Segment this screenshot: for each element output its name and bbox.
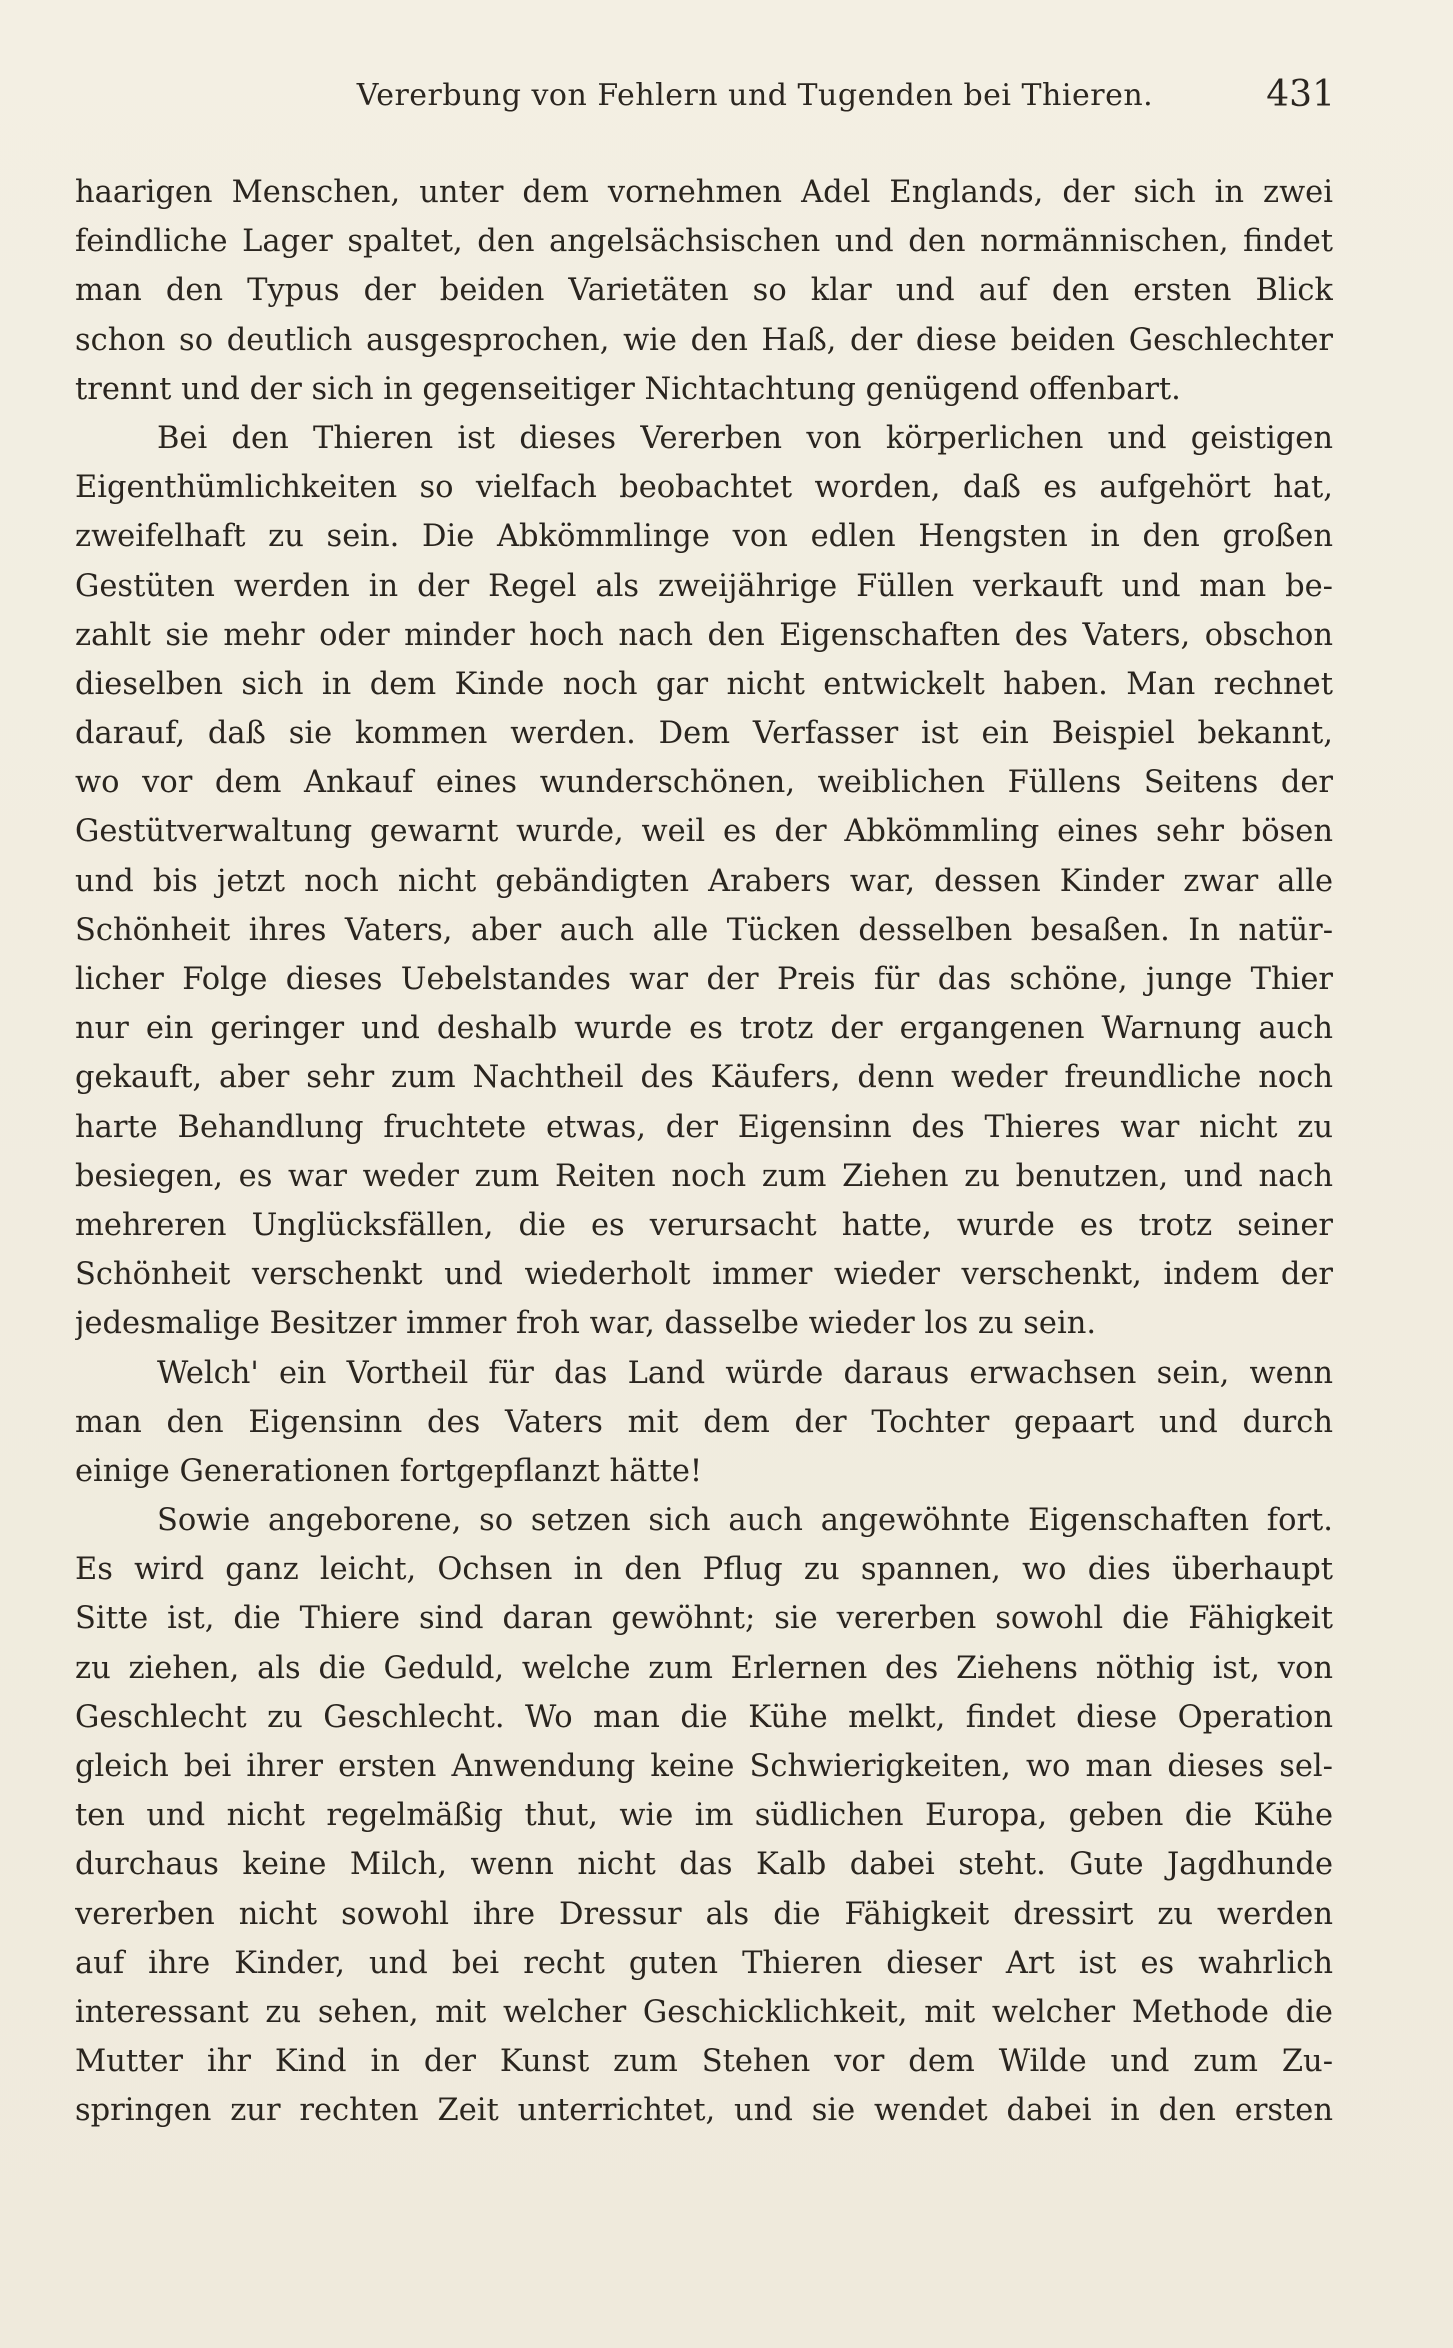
text-line: gekauft, aber sehr zum Nachtheil des Käufers, denn weder freundliche noch — [75, 1060, 1333, 1096]
text-line: durchaus keine Milch, wenn nicht das Kalb dabei steht. Gute Jagdhunde — [75, 1847, 1333, 1883]
text-line: vererben nicht sowohl ihre Dressur als die Fähigkeit dressirt zu werden — [75, 1896, 1333, 1932]
text-line: man den Typus der beiden Varietäten so klar und auf den ersten Blick — [75, 273, 1333, 309]
text-line: ten und nicht regelmäßig thut, wie im südlichen Europa, geben die Kühe — [75, 1798, 1333, 1834]
text-line: auf ihre Kinder, und bei recht guten Thieren dieser Art ist es wahrlich — [75, 1945, 1333, 1981]
text-line: wo vor dem Ankauf eines wunderschönen, weiblichen Füllens Seitens der — [75, 765, 1333, 801]
text-line: haarigen Menschen, unter dem vornehmen Adel Englands, der sich in zwei — [75, 175, 1333, 210]
text-line: jedesmalige Besitzer immer froh war, dasselbe wieder los zu sein. — [75, 1306, 1097, 1342]
text-line: einige Generationen fortgepflanzt hätte! — [75, 1453, 703, 1489]
text-line: springen zur rechten Zeit unterrichtet, und sie wendet dabei in den ersten — [75, 2093, 1333, 2129]
text-line: trennt und der sich in gegenseitiger Nichtachtung genügend offenbart. — [75, 371, 1181, 407]
text-line: zu ziehen, als die Geduld, welche zum Erlernen des Ziehens nöthig ist, von — [75, 1650, 1333, 1686]
text-line: darauf, daß sie kommen werden. Dem Verfasser ist ein Beispiel bekannt, — [75, 716, 1333, 752]
text-line: harte Behandlung fruchtete etwas, der Eigensinn des Thieres war nicht zu — [75, 1109, 1333, 1145]
text-line: mehreren Unglücksfällen, die es verursacht hatte, wurde es trotz seiner — [75, 1207, 1333, 1243]
text-line: zahlt sie mehr oder minder hoch nach den Eigenschaften des Vaters, obschon — [75, 617, 1333, 653]
text-line: Es wird ganz leicht, Ochsen in den Pflug zu spannen, wo dies überhaupt — [75, 1552, 1333, 1588]
text-line: besiegen, es war weder zum Reiten noch zum Ziehen zu benutzen, und nach — [75, 1158, 1333, 1194]
running-title: Vererbung von Fehlern und Tugenden bei Thieren. — [356, 78, 1154, 113]
text-line: nur ein geringer und deshalb wurde es trotz der ergangenen Warnung auch — [75, 1011, 1333, 1047]
text-line: Mutter ihr Kind in der Kunst zum Stehen vor dem Wilde und zum Zu- — [75, 2044, 1333, 2080]
text-line: licher Folge dieses Uebelstandes war der Preis für das schöne, junge Thier — [75, 962, 1333, 997]
text-line: Sowie angeborene, so setzen sich auch angewöhnte Eigenschaften fort. — [157, 1503, 1333, 1539]
text-line: Eigenthümlichkeiten so vielfach beobachtet worden, daß es aufgehört hat, — [75, 470, 1333, 506]
text-line: man den Eigensinn des Vaters mit dem der Tochter gepaart und durch — [75, 1404, 1333, 1440]
text-line: Schönheit ihres Vaters, aber auch alle Tücken desselben besaßen. In natür- — [75, 912, 1333, 948]
text-line: Gestütverwaltung gewarnt wurde, weil es der Abkömmling eines sehr bösen — [75, 814, 1333, 850]
text-line: Geschlecht zu Geschlecht. Wo man die Kühe melkt, findet diese Operation — [75, 1699, 1333, 1735]
text-line: interessant zu sehen, mit welcher Geschicklichkeit, mit welcher Methode die — [75, 1994, 1333, 2030]
body-text — [75, 168, 1333, 2136]
text-line: Welch' ein Vortheil für das Land würde daraus erwachsen sein, wenn — [157, 1355, 1333, 1391]
text-line: dieselben sich in dem Kinde noch gar nicht entwickelt haben. Man rechnet — [75, 666, 1333, 702]
text-line: schon so deutlich ausgesprochen, wie den Haß, der diese beiden Geschlechter — [75, 322, 1333, 358]
text-line: zweifelhaft zu sein. Die Abkömmlinge von edlen Hengsten in den großen — [75, 519, 1333, 555]
text-line: Sitte ist, die Thiere sind daran gewöhnt; sie vererben sowohl die Fähigkeit — [75, 1601, 1333, 1637]
text-line: feindliche Lager spaltet, den angelsächsischen und den normännischen, findet — [75, 224, 1333, 260]
text-line: Gestüten werden in der Regel als zweijährige Füllen verkauft und man be- — [75, 568, 1333, 604]
page-header — [75, 74, 1335, 126]
text-line: Schönheit verschenkt und wiederholt immer wieder verschenkt, indem der — [75, 1257, 1333, 1293]
page-number: 431 — [1266, 74, 1335, 115]
text-line: und bis jetzt noch nicht gebändigten Arabers war, dessen Kinder zwar alle — [75, 863, 1333, 899]
text-line: Bei den Thieren ist dieses Vererben von körperlichen und geistigen — [157, 420, 1333, 456]
text-line: gleich bei ihrer ersten Anwendung keine Schwierigkeiten, wo man dieses sel- — [75, 1749, 1333, 1784]
